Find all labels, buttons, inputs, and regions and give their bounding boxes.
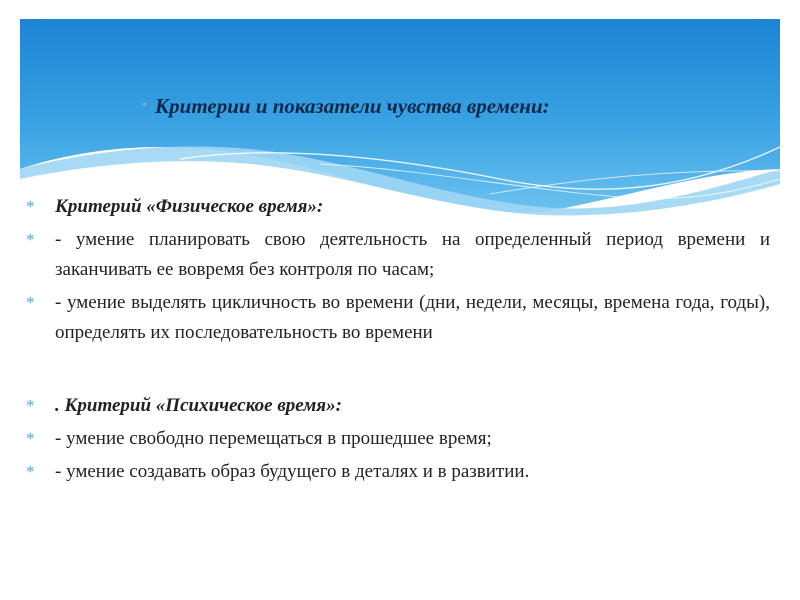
bullet-icon: *: [26, 396, 35, 415]
bullet-icon: *: [26, 429, 35, 448]
slide-title-text: Критерии и показатели чувства времени:: [154, 93, 550, 118]
list-item-text: - умение планировать свою деятельность на определенный период времени и заканчивать ее вовремя без контроля по часам;: [55, 229, 770, 280]
bullet-icon: *: [26, 462, 35, 481]
list-item: [26, 457, 770, 487]
list-item-text: - умение выделять цикличность во времени (дни, недели, месяцы, времена года, годы), определять их последовательность во времени: [55, 292, 770, 343]
list-item-text: - умение свободно перемещаться в прошедшее время;: [55, 428, 492, 449]
criterion-heading: [26, 192, 770, 222]
title-bullet: •: [142, 98, 147, 113]
criterion-heading-text: Критерий «Физическое время»:: [55, 196, 324, 217]
criterion-heading-text: . Критерий «Психическое время»:: [55, 395, 342, 416]
list-item: [26, 225, 770, 285]
list-item-text: - умение создавать образ будущего в деталях и в развитии.: [55, 461, 530, 482]
slide-content: [26, 192, 770, 490]
bullet-icon: *: [26, 293, 35, 312]
bullet-icon: *: [26, 197, 35, 216]
slide-title: [142, 91, 742, 121]
list-item: [26, 288, 770, 348]
list-item: [26, 424, 770, 454]
criterion-heading: [26, 391, 770, 421]
bullet-icon: *: [26, 230, 35, 249]
section-spacer: [26, 351, 770, 391]
